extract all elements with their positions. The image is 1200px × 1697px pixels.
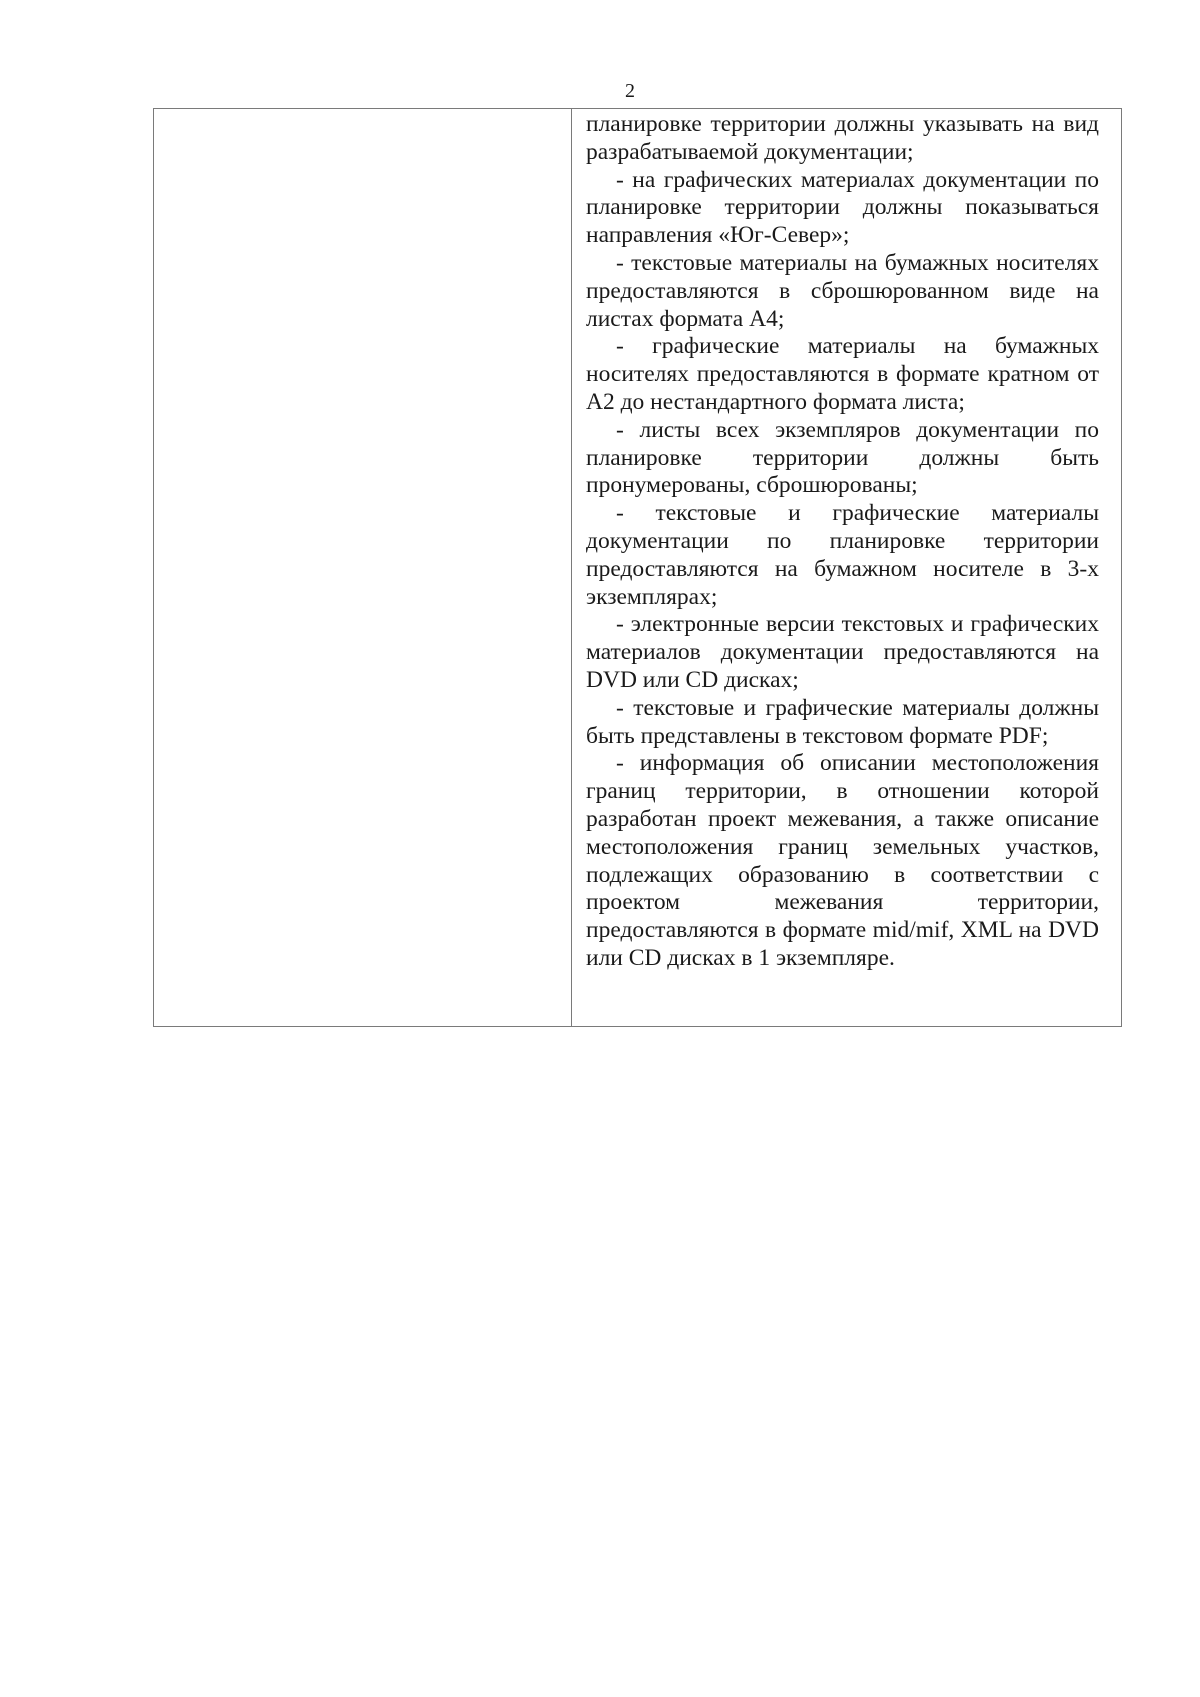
table-cell-left xyxy=(154,109,572,1027)
requirement-paragraph: - на графических материалах документации по планировке территории должны показываться направления «Юг-Север»; xyxy=(586,166,1099,249)
requirement-paragraph: планировке территории должны указывать на вид разрабатываемой документации; xyxy=(586,111,1099,165)
requirement-paragraph: - текстовые и графические материалы должны быть представлены в текстовом формате PDF; xyxy=(586,694,1099,749)
table-row xyxy=(154,109,1122,1027)
requirement-paragraph: - текстовые и графические материалы документации по планировке территории предоставляются на бумажном носителе в 3-х экземплярах; xyxy=(586,500,1099,610)
requirement-paragraph: - листы всех экземпляров документации по планировке территории должны быть пронумерованы, сброшюрованы; xyxy=(586,416,1099,499)
page-number: 2 xyxy=(625,80,635,102)
requirement-paragraph: - текстовые материалы на бумажных носителях предоставляются в сброшюрованном виде на листах формата А4; xyxy=(586,249,1099,332)
requirement-paragraph: - электронные версии текстовых и графических материалов документации предоставляются на DVD или CD дисках; xyxy=(586,611,1099,693)
requirement-paragraph: - информация об описании местоположения границ территории, в отношении которой разработан проект межевания, а также описание местоположения границ земельных участков, подлежащих образованию в соответствии с проектом межевания территории, предоставляются в формате mid/mif, XML на DVD или CD дисках в 1 экземпляре. xyxy=(586,750,1099,971)
table-cell-right xyxy=(572,109,1122,1027)
requirements-table xyxy=(153,108,1122,1027)
requirement-paragraph: - графические материалы на бумажных носителях предоставляются в формате кратном от А2 до нестандартного формата листа; xyxy=(586,333,1099,415)
